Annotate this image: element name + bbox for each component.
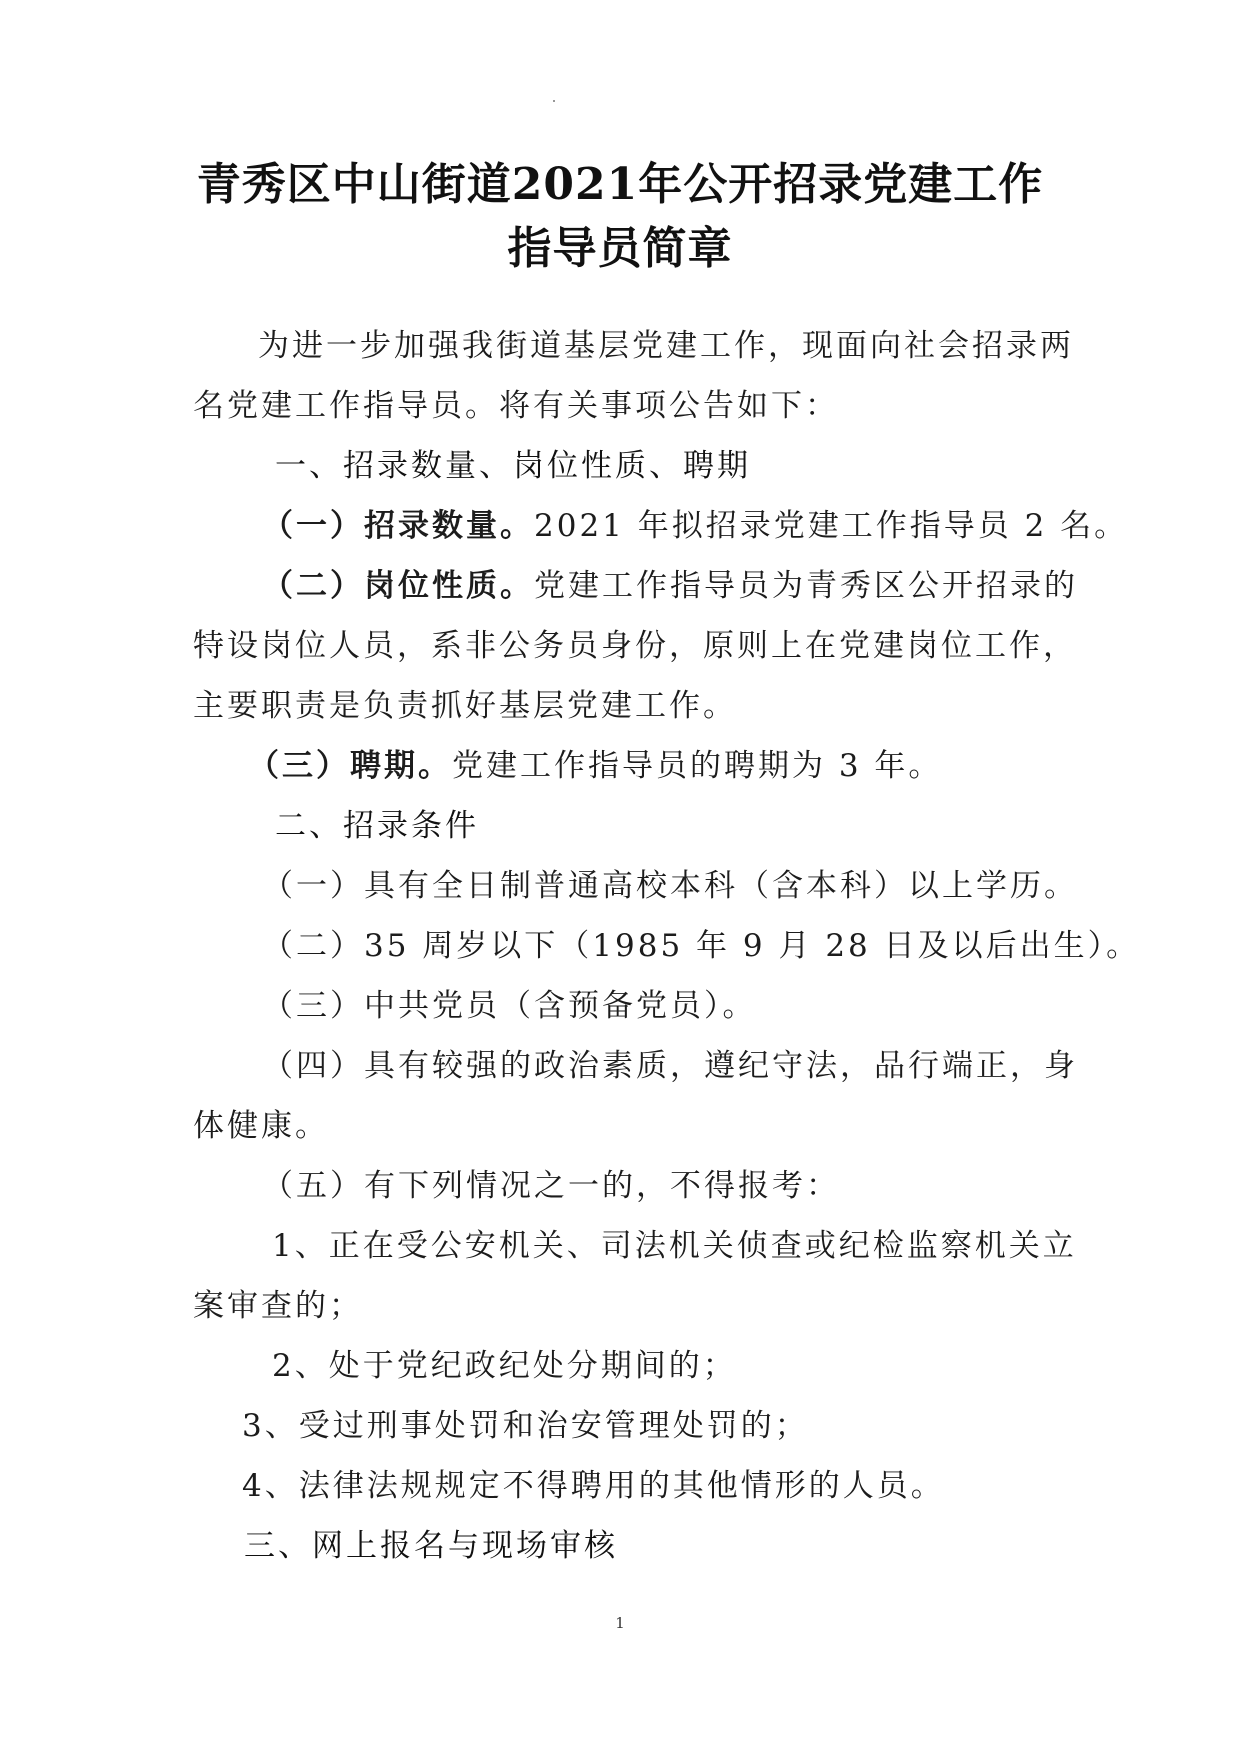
intro-line-2: 名党建工作指导员。将有关事项公告如下： [193, 388, 839, 424]
s1-item-2-line-2: 特设岗位人员，系非公务员身份，原则上在党建岗位工作， [193, 628, 1077, 664]
s2-item-4-line-2: 体健康。 [193, 1108, 329, 1144]
s1-item-3-text: 党建工作指导员的聘期为 3 年。 [452, 748, 943, 784]
s2-item-2: （二）35 周岁以下（1985 年 9 月 28 日及以后出生）。 [262, 928, 1141, 964]
s1-item-2-text: 党建工作指导员为青秀区公开招录的 [534, 568, 1078, 604]
s2-item-5-sub-1-line-1: 1、正在受公安机关、司法机关侦查或纪检监察机关立 [272, 1228, 1077, 1264]
scan-speck [553, 100, 555, 102]
page-number: 1 [615, 1614, 625, 1632]
s1-item-3 [248, 746, 942, 786]
title-line-1: 青秀区中山街道2021年公开招录党建工作 [196, 159, 1044, 210]
intro-line-1: 为进一步加强我街道基层党建工作，现面向社会招录两 [258, 328, 1074, 364]
section-3-heading: 三、网上报名与现场审核 [244, 1528, 618, 1564]
s2-item-5-sub-4: 4、法律法规规定不得聘用的其他情形的人员。 [242, 1468, 945, 1504]
s1-item-1 [262, 506, 1128, 546]
s1-item-2-label: （二）岗位性质。 [262, 568, 534, 604]
s1-item-2 [262, 566, 1078, 606]
s2-item-3: （三）中共党员（含预备党员）。 [262, 988, 757, 1024]
s1-item-3-label: （三）聘期。 [248, 748, 452, 784]
s2-item-5-sub-3: 3、受过刑事处罚和治安管理处罚的； [242, 1408, 809, 1444]
title-line-2: 指导员简章 [507, 223, 733, 274]
section-2-heading: 二、招录条件 [275, 808, 479, 844]
s1-item-1-text: 2021 年拟招录党建工作指导员 2 名。 [534, 508, 1129, 544]
s2-item-5: （五）有下列情况之一的，不得报考： [262, 1168, 840, 1204]
s1-item-1-label: （一）招录数量。 [262, 508, 534, 544]
s2-item-4-line-1: （四）具有较强的政治素质，遵纪守法，品行端正，身 [262, 1048, 1078, 1084]
s2-item-1: （一）具有全日制普通高校本科（含本科）以上学历。 [262, 868, 1078, 904]
s2-item-5-sub-2: 2、处于党纪政纪处分期间的； [272, 1348, 737, 1384]
s2-item-5-sub-1-line-2: 案审查的； [193, 1288, 363, 1324]
section-1-heading: 一、招录数量、岗位性质、聘期 [275, 448, 751, 484]
s1-item-2-line-3: 主要职责是负责抓好基层党建工作。 [193, 688, 737, 724]
